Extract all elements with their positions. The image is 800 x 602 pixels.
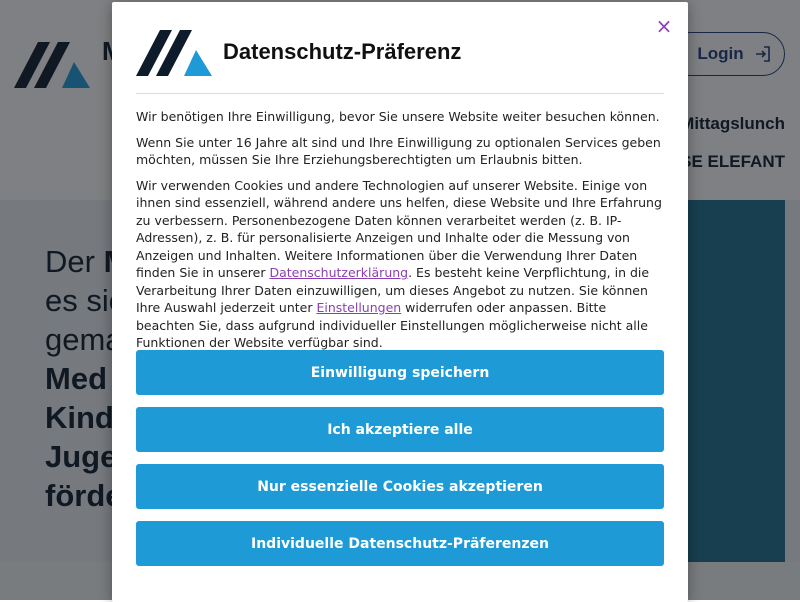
accept-all-button[interactable]: Ich akzeptiere alle <box>136 407 664 452</box>
individual-preferences-button[interactable]: Individuelle Datenschutz-Präferenzen <box>136 521 664 566</box>
save-consent-button[interactable]: Einwilligung speichern <box>136 350 664 395</box>
dialog-title: Datenschutz-Präferenz <box>223 39 462 64</box>
consent-paragraph-2: Wenn Sie unter 16 Jahre alt sind und Ihre Einwilligung zu optionalen Services geben möchten, müssen Sie Ihre Erziehungsberechtigten um Erlaubnis bitten. <box>136 134 661 167</box>
consent-paragraph-3 <box>136 177 664 352</box>
dialog-body <box>136 108 664 350</box>
consent-text: Wir verwenden Cookies und andere Technologien auf unserer Website. Einige von ihnen sind essenziell, während andere uns helfen, diese Website und Ihre Erfahrung zu verbessern. Personenbezogene Daten können verarbeitet werden (z. B. IP-Adressen), z. B. für personalisierte Anzeigen und Inhalte oder die Messung von Anzeigen und Inhalten. Weitere Informationen über die Verwendung Ihrer Daten finden Sie in unserer <box>136 177 662 280</box>
close-icon[interactable]: × <box>655 14 673 38</box>
privacy-policy-link[interactable]: Datenschutzerklärung <box>269 265 409 280</box>
consent-paragraph-1: Wir benötigen Ihre Einwilligung, bevor Sie unsere Website weiter besuchen können. <box>136 109 660 124</box>
consent-text: widerrufen oder anpassen. Bitte beachten Sie, dass aufgrund individueller Einstellungen möglicherweise nicht alle Funktionen der Website verfügbar sind. <box>136 300 648 350</box>
privacy-consent-dialog <box>112 2 688 602</box>
brand-logo-icon <box>136 26 216 78</box>
dialog-header <box>136 26 664 94</box>
settings-link[interactable]: Einstellungen <box>316 300 402 315</box>
consent-text: . Es besteht keine Verpflichtung, in die Verarbeitung Ihrer Daten einzuwilligen, um dieses Angebot zu nutzen. Sie können Ihre Auswahl jederzeit unter <box>136 265 650 315</box>
essential-only-button[interactable]: Nur essenzielle Cookies akzeptieren <box>136 464 664 509</box>
